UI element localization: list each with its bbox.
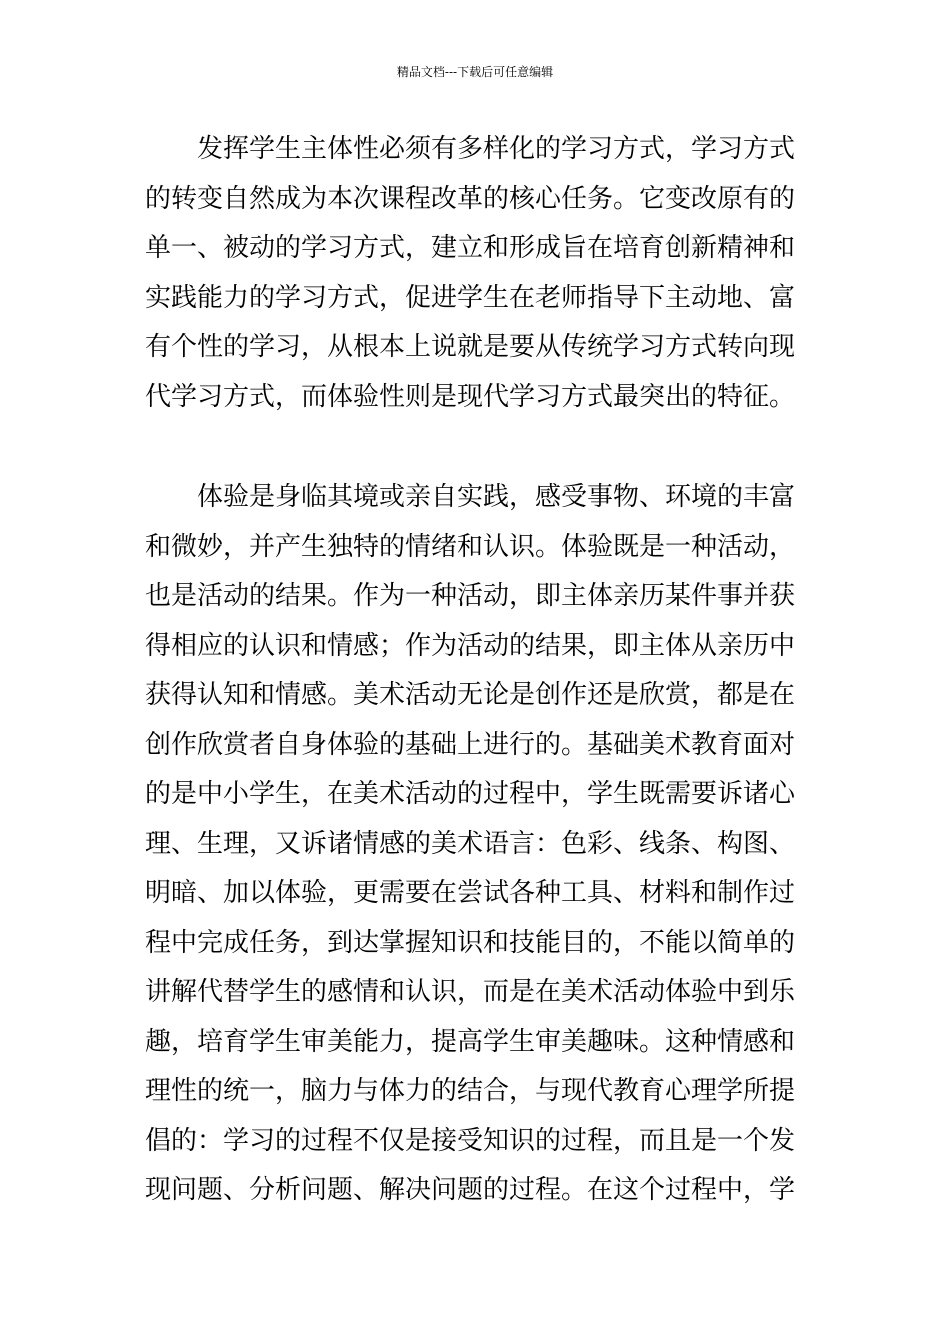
paragraph-line: 现问题、分析问题、解决问题的过程。在这个过程中，学 [145,1175,796,1205]
paragraph-line: 的转变自然成为本次课程改革的核心任务。它变改原有的 [145,183,796,214]
paragraph-line: 代学习方式，而体验性则是现代学习方式最突出的特征。 [145,381,796,412]
paragraph-line: 明暗、加以体验，更需要在尝试各种工具、材料和制作过 [145,878,796,908]
paragraph-line: 理性的统一，脑力与体力的结合，与现代教育心理学所提 [145,1076,796,1106]
paragraph-line: 和微妙，并产生独特的情绪和认识。体验既是一种活动， [145,531,796,562]
paragraph-line: 实践能力的学习方式，促进学生在老师指导下主动地、富 [145,282,796,313]
paragraph-line: 获得认知和情感。美术活动无论是创作还是欣赏，都是在 [145,680,796,710]
paragraph-line: 理、生理，又诉诸情感的美术语言：色彩、线条、构图、 [145,828,796,859]
page-header: 精品文档---下载后可任意编辑 [396,65,554,79]
paragraph-line: 讲解代替学生的感情和认识，而是在美术活动体验中到乐 [145,977,796,1007]
paragraph-line: 发挥学生主体性必须有多样化的学习方式，学习方式 [145,134,796,164]
paragraph-line: 程中完成任务，到达掌握知识和技能目的，不能以简单的 [145,927,796,958]
paragraph-1 [145,125,805,422]
paragraph-line: 单一、被动的学习方式，建立和形成旨在培育创新精神和 [145,233,796,263]
paragraph-2 [145,473,805,1216]
paragraph-line: 也是活动的结果。作为一种活动，即主体亲历某件事并获 [145,581,796,611]
paragraph-line: 的是中小学生，在美术活动的过程中，学生既需要诉诸心 [145,779,796,809]
paragraph-line: 体验是身临其境或亲自实践，感受事物、环境的丰富 [145,482,796,512]
paragraph-line: 有个性的学习，从根本上说就是要从传统学习方式转向现 [145,332,796,362]
paragraph-line: 趣，培育学生审美能力，提高学生审美趣味。这种情感和 [145,1026,796,1057]
paragraph-line: 倡的：学习的过程不仅是接受知识的过程，而且是一个发 [145,1125,796,1156]
paragraph-line: 创作欣赏者自身体验的基础上进行的。基础美术教育面对 [145,729,796,760]
paragraph-line: 得相应的认识和情感；作为活动的结果，即主体从亲历中 [145,630,796,661]
